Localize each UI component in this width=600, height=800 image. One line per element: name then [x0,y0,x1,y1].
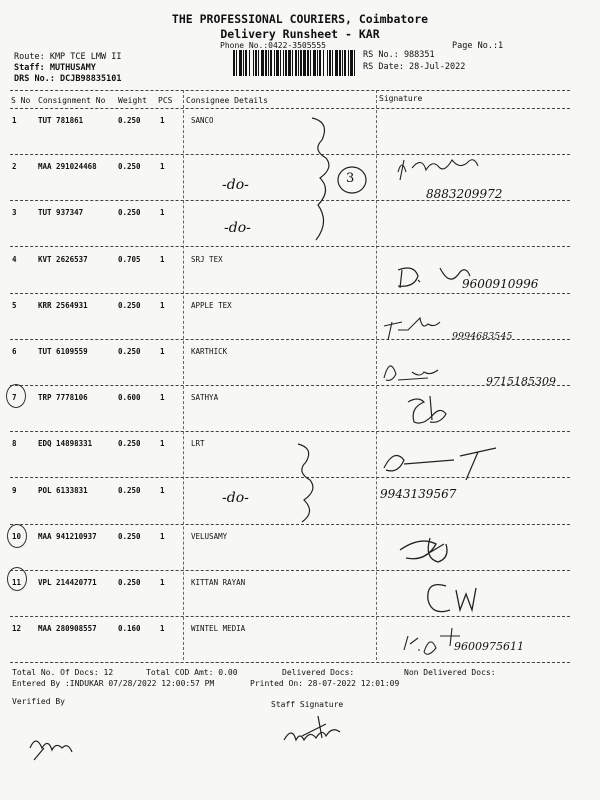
row-sno: 11 [12,578,22,587]
handwritten-phone: 8883209972 [426,187,503,201]
handwritten-phone: 9600975611 [454,640,524,653]
row-weight: 0.250 [118,301,141,310]
row-consignment-no: MAA 291024468 [38,162,97,171]
handwritten-phone: 9600910996 [462,277,539,291]
row-consignment-no: MAA 941210937 [38,532,97,541]
row-consignee: LRT [191,439,205,448]
row-consignment-no: TRP 7778106 [38,393,88,402]
row-sno: 7 [12,393,17,402]
verified-by-label: Verified By [12,697,65,706]
row-consignment-no: KRR 2564931 [38,301,88,310]
row-consignment-no: MAA 280908557 [38,624,97,633]
row-weight: 0.250 [118,116,141,125]
total-docs: Total No. Of Docs: 12 [12,668,114,677]
row-consignee: APPLE TEX [191,301,232,310]
document-title: THE PROFESSIONAL COURIERS, Coimbatore [171,12,429,26]
table-bottom-rule [10,662,570,663]
row-consignee: WINTEL MEDIA [191,624,246,633]
count-annotation: 3 [346,171,355,186]
row-weight: 0.250 [118,486,141,495]
rs-date: RS Date: 28-Jul-2022 [363,62,466,72]
row-sno: 6 [12,347,17,356]
row-weight: 0.705 [118,255,141,264]
delivered-docs: Delivered Docs: [282,668,355,677]
row-sno: 1 [12,116,17,125]
row-weight: 0.250 [118,347,141,356]
handwritten-phone: 9994683545 [452,331,513,342]
row-pcs: 1 [160,624,165,633]
row-pcs: 1 [160,301,165,310]
ditto-mark: -do- [222,177,249,193]
row-consignee: KARTHICK [191,347,228,356]
row-pcs: 1 [160,347,165,356]
ditto-mark: -do- [222,490,249,506]
row-sno: 10 [12,532,22,541]
row-weight: 0.250 [118,439,141,448]
row-sno: 8 [12,439,17,448]
row-consignee: SATHYA [191,393,219,402]
row-number-circle [7,567,27,591]
row-weight: 0.600 [118,393,141,402]
row-consignment-no: TUT 937347 [38,208,84,217]
col-header-consignment: Consignment No [38,96,106,105]
row-pcs: 1 [160,439,165,448]
total-cod: Total COD Amt: 0.00 [146,668,238,677]
row-pcs: 1 [160,208,165,217]
drs-number: DRS No.: DCJB98835101 [14,74,122,84]
row-weight: 0.250 [118,578,141,587]
row-sno: 2 [12,162,17,171]
row-sno: 9 [12,486,17,495]
col-header-weight: Weight [118,96,147,105]
row-consignment-no: POL 6133831 [38,486,88,495]
document-subtitle: Delivery Runsheet - KAR [220,27,380,41]
row-pcs: 1 [160,393,165,402]
row-sno: 5 [12,301,17,310]
handwritten-phone: 9943139567 [380,487,457,501]
row-pcs: 1 [160,486,165,495]
staff-signature-label: Staff Signature [271,700,344,709]
phone-number: Phone No.:0422-3505555 [220,41,326,50]
ditto-mark: -do- [224,220,251,236]
row-consignment-no: VPL 214420771 [38,578,97,587]
entered-by: Entered By :INDUKAR 07/28/2022 12:00:57 PM [12,679,215,688]
row-sno: 4 [12,255,17,264]
row-weight: 0.160 [118,624,141,633]
rs-number: RS No.: 988351 [363,50,435,60]
row-pcs: 1 [160,116,165,125]
printed-on: Printed On: 28-07-2022 12:01:09 [250,679,400,688]
row-consignee: SANCO [191,116,214,125]
row-pcs: 1 [160,578,165,587]
row-pcs: 1 [160,162,165,171]
row-sno: 12 [12,624,22,633]
col-header-sno: S No [11,96,31,105]
page-number: Page No.:1 [452,41,504,51]
col-header-pcs: PCS [158,96,173,105]
row-consignment-no: EDQ 14898331 [38,439,93,448]
row-number-circle [7,524,27,548]
row-consignment-no: TUT 6109559 [38,347,88,356]
col-header-consignee: Consignee Details [186,96,268,105]
col-header-signature: Signature [379,94,423,103]
row-consignee: SRJ TEX [191,255,223,264]
route-label: Route: KMP TCE LMW II [14,52,122,62]
row-consignment-no: KVT 2626537 [38,255,88,264]
non-delivered-docs: Non Delivered Docs: [404,668,496,677]
handwritten-phone: 9715185309 [486,375,556,388]
row-number-circle [6,384,26,408]
row-pcs: 1 [160,255,165,264]
row-consignee: VELUSAMY [191,532,228,541]
row-consignment-no: TUT 781861 [38,116,84,125]
row-weight: 0.250 [118,162,141,171]
row-weight: 0.250 [118,208,141,217]
staff-label: Staff: MUTHUSAMY [14,63,96,73]
row-weight: 0.250 [118,532,141,541]
row-sno: 3 [12,208,17,217]
row-consignee: KITTAN RAYAN [191,578,246,587]
row-pcs: 1 [160,532,165,541]
